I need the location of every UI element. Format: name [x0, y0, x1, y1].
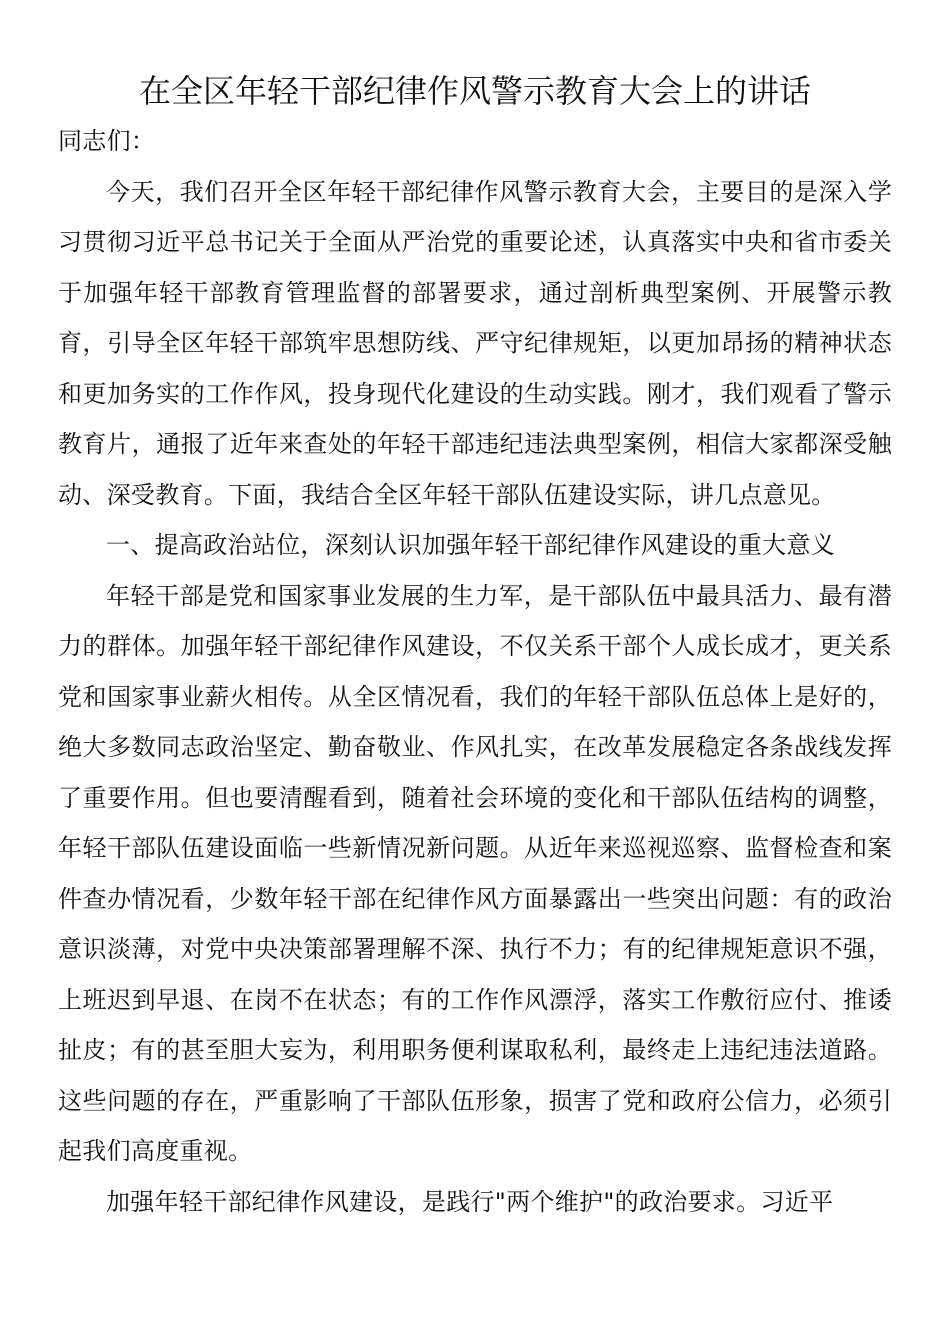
paragraph-political-requirement: 加强年轻干部纪律作风建设，是践行"两个维护"的政治要求。习近平	[106, 1187, 834, 1216]
paragraph-intro: 今天，我们召开全区年轻干部纪律作风警示教育大会，主要目的是深入学习贯彻习近平总书记关于全面从严治党的重要论述，认真落实中央和省市委关于加强年轻干部教育管理监督的部署要求，通过剖析典型案例、开展警示教育，引导全区年轻干部筑牢思想防线、严守纪律规矩，以更加昂扬的精神状态和更加务实的工作作风，投身现代化建设的生动实践。刚才，我们观看了警示教育片，通报了近年来查处的年轻干部违纪违法典型案例，相信大家都深受触动、深受教育。下面，我结合全区年轻干部队伍建设实际，讲几点意见。	[58, 177, 892, 509]
document-title: 在全区年轻干部纪律作风警示教育大会上的讲话	[138, 72, 811, 110]
section-heading-1: 一、提高政治站位，深刻认识加强年轻干部纪律作风建设的重大意义	[106, 531, 835, 559]
document-body	[58, 116, 892, 1227]
paragraph-significance: 年轻干部是党和国家事业发展的生力军，是干部队伍中最具活力、最有潜力的群体。加强年轻干部纪律作风建设，不仅关系干部个人成长成才，更关系党和国家事业薪火相传。从全区情况看，我们的年轻干部队伍总体上是好的，绝大多数同志政治坚定、勤奋敬业、作风扎实，在改革发展稳定各条战线发挥了重要作用。但也要清醒看到，随着社会环境的变化和干部队伍结构的调整，年轻干部队伍建设面临一些新情况新问题。从近年来巡视巡察、监督检查和案件查办情况看，少数年轻干部在纪律作风方面暴露出一些突出问题：有的政治意识淡薄，对党中央决策部署理解不深、执行不力；有的纪律规矩意识不强，上班迟到早退、在岗不在状态；有的工作作风漂浮，落实工作敷衍应付、推诿扯皮；有的甚至胆大妄为，利用职务便利谋取私利，最终走上违纪违法道路。这些问题的存在，严重影响了干部队伍形象，损害了党和政府公信力，必须引起我们高度重视。	[58, 581, 892, 1165]
salutation: 同志们：	[58, 127, 156, 155]
